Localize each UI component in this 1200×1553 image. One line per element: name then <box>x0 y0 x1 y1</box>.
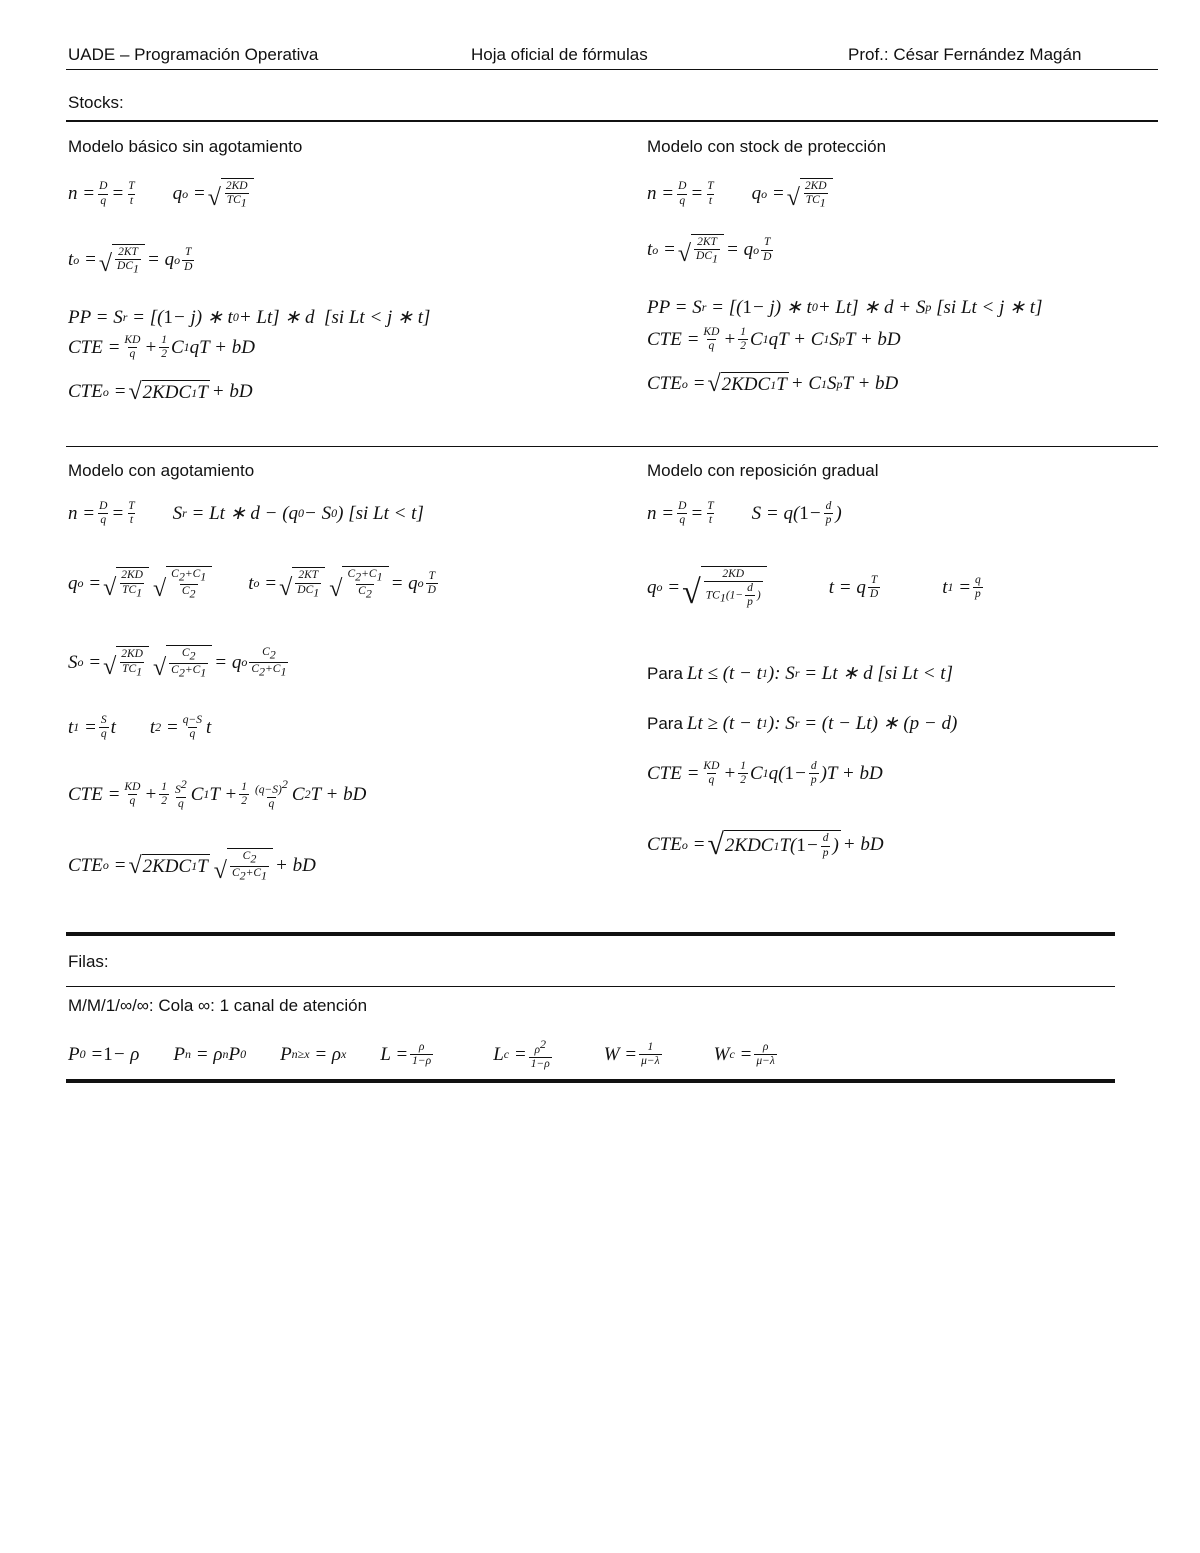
model-reposicion-title: Modelo con reposición gradual <box>647 461 879 480</box>
formula-proteccion-cte: CTE = $\frac{KD}{q}$ + $\frac{1}{2}$ C 1 qT + C 1 S p T + bD <box>647 326 901 353</box>
model-agotamiento-title: Modelo con agotamiento <box>68 461 255 480</box>
filas-top-divider <box>66 932 1115 936</box>
filas-bottom-divider <box>66 1079 1115 1083</box>
formula-reposicion-para1: Para Lt ≤ (t − t 1 ): S r = Lt ∗ d [si Lt < t] <box>647 662 953 684</box>
formula-basico-cteo: CTE o = √ 2KDC 1 T + bD <box>68 379 253 405</box>
formula-agotamiento-cteo: CTE o = √ 2KDC 1 T √ $\frac{C_2}{C_2+C_1}$ + bD <box>68 850 316 885</box>
header-professor: Prof.: César Fernández Magán <box>848 45 1082 64</box>
formula-agotamiento-n: n = $\frac{D}{q}$ = $\frac{T}{t}$ S r = Lt ∗ d − (q 0 − S 0 ) [si Lt < t] <box>68 500 424 527</box>
formula-agotamiento-t1t2: t 1 = $\frac{S}{q}$ t t 2 = $\frac{q-S}{q}$ t <box>68 714 212 741</box>
formula-filas-row: P 0 = 1 − ρ P n = ρ n P 0 P n≥x = ρ x L = $\frac{\rho}{1-\rho}$ L c = $\frac{\rho^2}{1-\rho}$ W = $\frac{1}{\mu-\lambda}$ W c = $\frac{\rho}{\mu-\lambda}$ <box>68 1037 775 1071</box>
formula-agotamiento-so: S o = √ $\frac{2KD}{TC_1}$ √ $\frac{C_2}{C_2+C_1}$ = q o $\frac{C_2}{C_2+C_1}$ <box>68 646 287 682</box>
formula-agotamiento-cte: CTE = $\frac{KD}{q}$ + $\frac{1}{2}$ $\frac{S^2}{q}$ C 1 T + $\frac{1}{2}$ $\frac{(q-S)^2}{q}$ C 2 T + bD <box>68 777 367 811</box>
header-divider <box>66 69 1158 70</box>
formula-basico-n: n = $\frac{D}{q}$ = $\frac{T}{t}$ q o = √ $\frac{2KD}{TC_1}$ <box>68 178 256 210</box>
formula-proteccion-cteo: CTE o = √ 2KDC 1 T + C 1 S p T + bD <box>647 371 899 397</box>
model-proteccion-title: Modelo con stock de protección <box>647 137 887 156</box>
formula-basico-cte: CTE = $\frac{KD}{q}$ + $\frac{1}{2}$ C 1 qT + bD <box>68 334 255 361</box>
models-divider <box>66 446 1158 447</box>
formula-reposicion-qo: q o = √ 2KD $TC_1(1-$ $\frac{d}{p}$ ) t = q $\frac{T}{D}$ t 1 = $\frac{q}{p}$ <box>647 568 981 611</box>
formula-proteccion-pp: PP = S r = [( 1 − j) ∗ t 0 + Lt] ∗ d + S p [si Lt < j ∗ t] <box>647 296 1043 318</box>
filas-divider <box>66 986 1115 987</box>
formula-agotamiento-qo: q o = √ $\frac{2KD}{TC_1}$ √ $\frac{C_2+C_1}{C_2}$ t o = √ $\frac{2KT}{DC_1}$ √ $\frac{C_2+C_1}{C_2}$ = q o $\frac{T}{D}$ <box>68 568 436 603</box>
stocks-divider <box>66 120 1158 122</box>
header-title: Hoja oficial de fórmulas <box>471 45 648 64</box>
filas-heading: Filas: <box>68 952 109 971</box>
filas-subtitle: M/M/1/∞/∞: Cola ∞: 1 canal de atención <box>68 996 368 1015</box>
formula-proteccion-to: t o = √ $\frac{2KT}{DC_1}$ = q o $\frac{T}{D}$ <box>647 236 772 268</box>
stocks-heading: Stocks: <box>68 93 124 112</box>
para-label: Para <box>647 663 683 683</box>
para-label: Para <box>647 713 683 733</box>
formula-reposicion-para2: Para Lt ≥ (t − t 1 ): S r = (t − Lt) ∗ (p − d) <box>647 712 958 734</box>
formula-proteccion-n: n = $\frac{D}{q}$ = $\frac{T}{t}$ q o = √ $\frac{2KD}{TC_1}$ <box>647 178 835 210</box>
formula-basico-pp: PP = S r = [( 1 − j) ∗ t 0 + Lt] ∗ d [si Lt < j ∗ t] <box>68 306 431 328</box>
formula-basico-to: t o = √ $\frac{2KT}{DC_1}$ = q o $\frac{T}{D}$ <box>68 246 193 278</box>
model-basico-title: Modelo básico sin agotamiento <box>68 137 303 156</box>
formula-reposicion-cte: CTE = $\frac{KD}{q}$ + $\frac{1}{2}$ C 1 q( 1 − $\frac{d}{p}$ )T + bD <box>647 760 883 787</box>
header-course: UADE – Programación Operativa <box>68 45 319 64</box>
formula-reposicion-cteo: CTE o = √ 2KDC 1 T( 1 − $\frac{d}{p}$ ) + bD <box>647 828 884 861</box>
formula-reposicion-n: n = $\frac{D}{q}$ = $\frac{T}{t}$ S = q( 1 − $\frac{d}{p}$ ) <box>647 500 842 527</box>
